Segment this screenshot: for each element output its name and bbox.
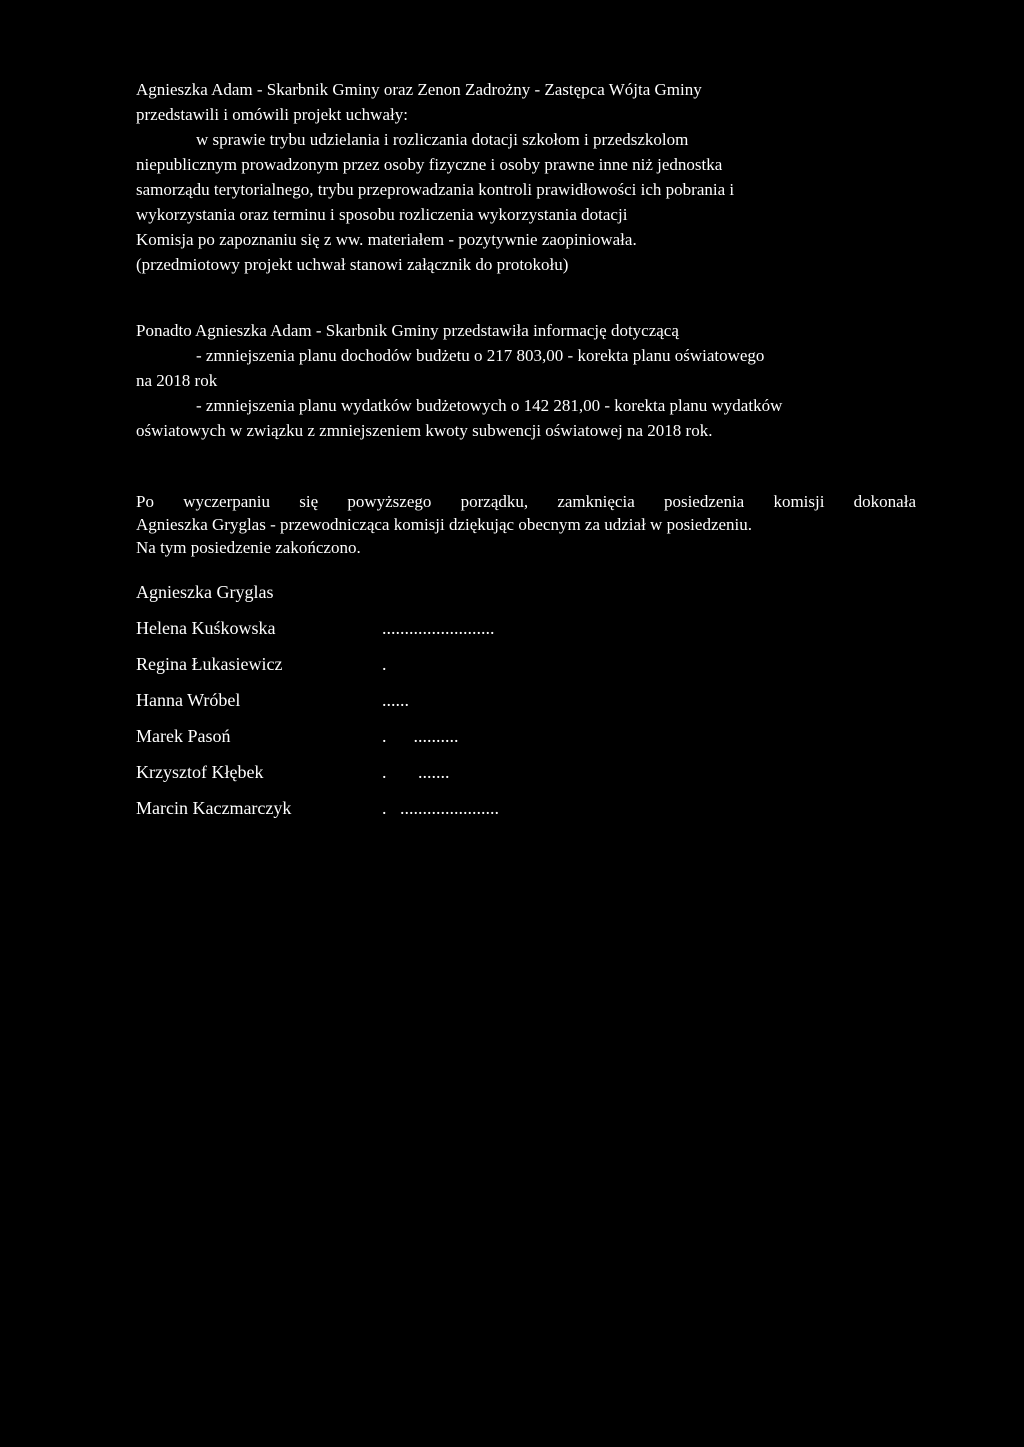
word: dokonała [853, 492, 916, 511]
closing-line-justified [136, 490, 916, 515]
signature-row [136, 652, 556, 676]
signatory-name: Krzysztof Kłębek [136, 762, 264, 782]
paragraph-line: samorządu terytorialnego, trybu przeprowadzania kontroli prawidłowości ich pobrania i [136, 180, 735, 199]
paragraph-line: przedstawili i omówili projekt uchwały: [136, 105, 408, 124]
paragraph-line: - zmniejszenia planu wydatków budżetowych o 142 281,00 - korekta planu wydatków [196, 396, 783, 415]
word: się [299, 492, 319, 511]
paragraph-line: Ponadto Agnieszka Adam - Skarbnik Gminy przedstawiła informację dotyczącą [136, 321, 679, 340]
signature-row [136, 616, 556, 640]
paragraph-line: w sprawie trybu udzielania i rozliczania dotacji szkołom i przedszkolom [196, 130, 689, 149]
signature-line: ......................... [382, 618, 495, 638]
signature-line: . ....... [382, 762, 450, 782]
word: porządku, [460, 492, 529, 511]
paragraph-line: - zmniejszenia planu dochodów budżetu o 217 803,00 - korekta planu oświatowego [196, 346, 765, 365]
signatory-name: Hanna Wróbel [136, 690, 241, 710]
signatory-name: Marcin Kaczmarczyk [136, 798, 292, 818]
word: Po [136, 492, 154, 511]
signatory-name: Helena Kuśkowska [136, 618, 276, 638]
signature-line: . [382, 654, 387, 674]
signature-row [136, 580, 556, 604]
paragraph-line: (przedmiotowy projekt uchwał stanowi załącznik do protokołu) [136, 255, 569, 274]
paragraph-line: Agnieszka Adam - Skarbnik Gminy oraz Zenon Zadrożny - Zastępca Wójta Gminy [136, 80, 702, 99]
paragraph-line: na 2018 rok [136, 371, 218, 390]
paragraph-line: Na tym posiedzenie zakończono. [136, 538, 361, 557]
paragraph-line: niepublicznym prowadzonym przez osoby fizyczne i osoby prawne inne niż jednostka [136, 155, 723, 174]
paragraph-line: wykorzystania oraz terminu i sposobu rozliczenia wykorzystania dotacji [136, 205, 628, 224]
paragraph-line: oświatowych w związku z zmniejszeniem kwoty subwencji oświatowej na 2018 rok. [136, 421, 713, 440]
word: wyczerpaniu [183, 492, 271, 511]
signature-row [136, 760, 556, 784]
paragraph-line: Agnieszka Gryglas - przewodnicząca komisji dziękując obecnym za udział w posiedzeniu. [136, 515, 753, 534]
word: powyższego [347, 492, 432, 511]
signature-line: . .......... [382, 726, 459, 746]
paragraph-line: Komisja po zapoznaniu się z ww. materiałem - pozytywnie zaopiniowała. [136, 230, 637, 249]
word: zamknięcia [557, 492, 635, 511]
signature-row [136, 724, 556, 748]
signature-row [136, 688, 556, 712]
signature-row [136, 796, 556, 820]
signature-line: . ...................... [382, 798, 499, 818]
signatory-name: Marek Pasoń [136, 726, 231, 746]
signatory-name: Agnieszka Gryglas [136, 582, 274, 602]
word: posiedzenia [663, 492, 745, 511]
word: komisji [773, 492, 825, 511]
signatory-name: Regina Łukasiewicz [136, 654, 283, 674]
signature-line: ...... [382, 690, 409, 710]
